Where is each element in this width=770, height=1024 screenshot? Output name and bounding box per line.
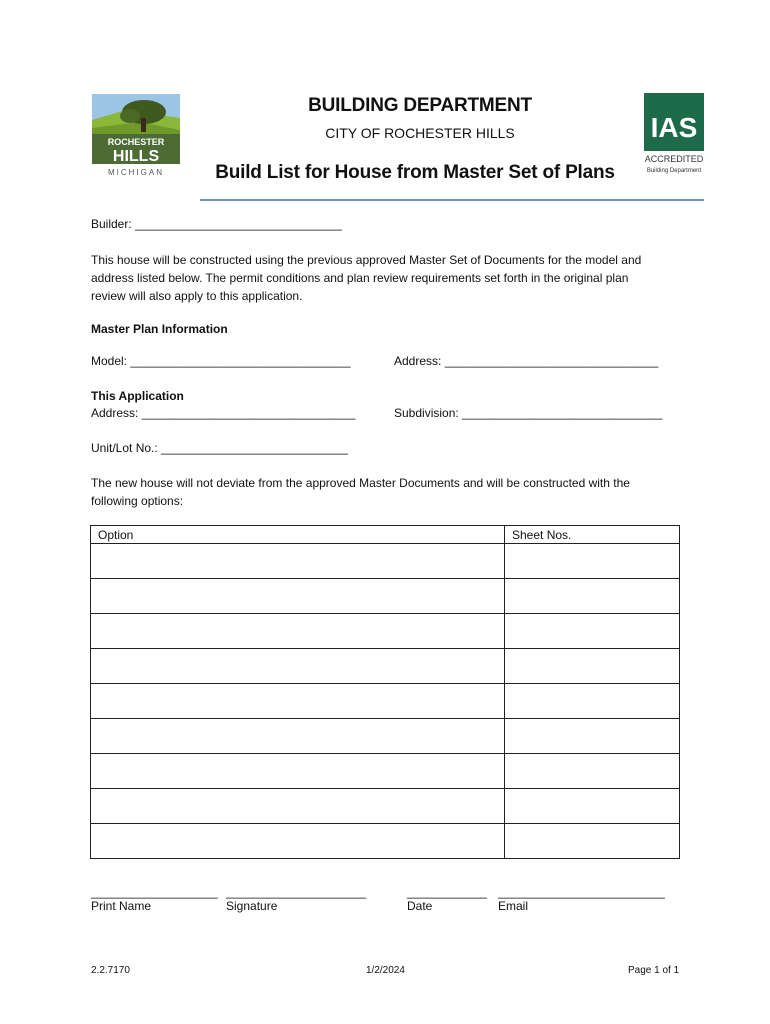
ias-accredited-logo xyxy=(644,93,706,175)
table-row xyxy=(91,824,680,859)
logo-left-line3: MICHIGAN xyxy=(108,168,164,176)
print-name-line[interactable]: ___________________ xyxy=(91,885,218,899)
sheet-cell[interactable] xyxy=(505,614,680,649)
option-cell[interactable] xyxy=(91,789,505,824)
logo-left-line2: HILLS xyxy=(112,148,160,165)
logo-left-line1: ROCHESTER xyxy=(107,137,165,147)
unit-lot-field[interactable]: Unit/Lot No.: ____________________________ xyxy=(91,441,348,455)
table-header-row xyxy=(91,526,680,544)
table-row xyxy=(91,754,680,789)
this-application-heading: This Application xyxy=(91,389,184,403)
table-row xyxy=(91,579,680,614)
rochester-hills-logo xyxy=(90,92,184,176)
sheet-cell[interactable] xyxy=(505,579,680,614)
sheet-cell[interactable] xyxy=(505,684,680,719)
page-number: Page 1 of 1 xyxy=(628,965,680,976)
ias-accredited-text: ACCREDITED xyxy=(644,154,704,164)
table-row xyxy=(91,684,680,719)
table-row xyxy=(91,789,680,824)
revision-date: 1/2/2024 xyxy=(366,965,405,976)
subdivision-field[interactable]: Subdivision: ______________________________ xyxy=(394,406,663,420)
options-table xyxy=(90,525,680,859)
master-address-field[interactable]: Address: ________________________________ xyxy=(394,354,659,368)
table-row xyxy=(91,544,680,579)
option-cell[interactable] xyxy=(91,544,505,579)
option-cell[interactable] xyxy=(91,754,505,789)
sheet-cell[interactable] xyxy=(505,649,680,684)
date-label: Date xyxy=(407,899,433,913)
builder-field[interactable]: Builder: _______________________________ xyxy=(91,217,342,231)
deviation-paragraph xyxy=(91,474,630,510)
sheet-nos-column-header: Sheet Nos. xyxy=(505,526,680,544)
document-title: Build List for House from Master Set of Plans xyxy=(215,162,615,183)
table-row xyxy=(91,649,680,684)
intro-paragraph xyxy=(91,251,641,305)
table-row xyxy=(91,719,680,754)
application-address-field[interactable]: Address: ________________________________ xyxy=(91,406,356,420)
email-label: Email xyxy=(498,899,529,913)
email-line[interactable]: _________________________ xyxy=(498,885,665,899)
option-cell[interactable] xyxy=(91,684,505,719)
master-plan-heading: Master Plan Information xyxy=(91,322,228,336)
intro-line: review will also apply to this application. xyxy=(91,289,303,303)
header-divider xyxy=(200,199,704,201)
intro-line: This house will be constructed using the previous approved Master Set of Documents for the model and xyxy=(91,253,642,267)
date-line[interactable]: ____________ xyxy=(407,885,488,899)
intro-line: address listed below. The permit conditions and plan review requirements set forth in the original plan xyxy=(91,271,629,285)
option-cell[interactable] xyxy=(91,649,505,684)
print-name-label: Print Name xyxy=(91,899,152,913)
deviation-line: following options: xyxy=(91,494,184,508)
option-cell[interactable] xyxy=(91,614,505,649)
signature-line[interactable]: _____________________ xyxy=(226,885,367,899)
sheet-cell[interactable] xyxy=(505,824,680,859)
option-cell[interactable] xyxy=(91,824,505,859)
table-row xyxy=(91,614,680,649)
department-heading: BUILDING DEPARTMENT xyxy=(308,95,532,116)
option-column-header: Option xyxy=(91,526,505,544)
model-field[interactable]: Model: _________________________________ xyxy=(91,354,351,368)
option-cell[interactable] xyxy=(91,579,505,614)
sheet-cell[interactable] xyxy=(505,754,680,789)
sheet-cell[interactable] xyxy=(505,789,680,824)
signature-label: Signature xyxy=(226,899,278,913)
sheet-cell[interactable] xyxy=(505,719,680,754)
ias-text: IAS xyxy=(650,112,698,143)
form-code: 2.2.7170 xyxy=(91,965,130,976)
sheet-cell[interactable] xyxy=(505,544,680,579)
deviation-line: The new house will not deviate from the approved Master Documents and will be constructed with the xyxy=(91,476,630,490)
ias-dept-text: Building Department xyxy=(646,168,702,174)
option-cell[interactable] xyxy=(91,719,505,754)
city-heading: CITY OF ROCHESTER HILLS xyxy=(325,125,515,141)
